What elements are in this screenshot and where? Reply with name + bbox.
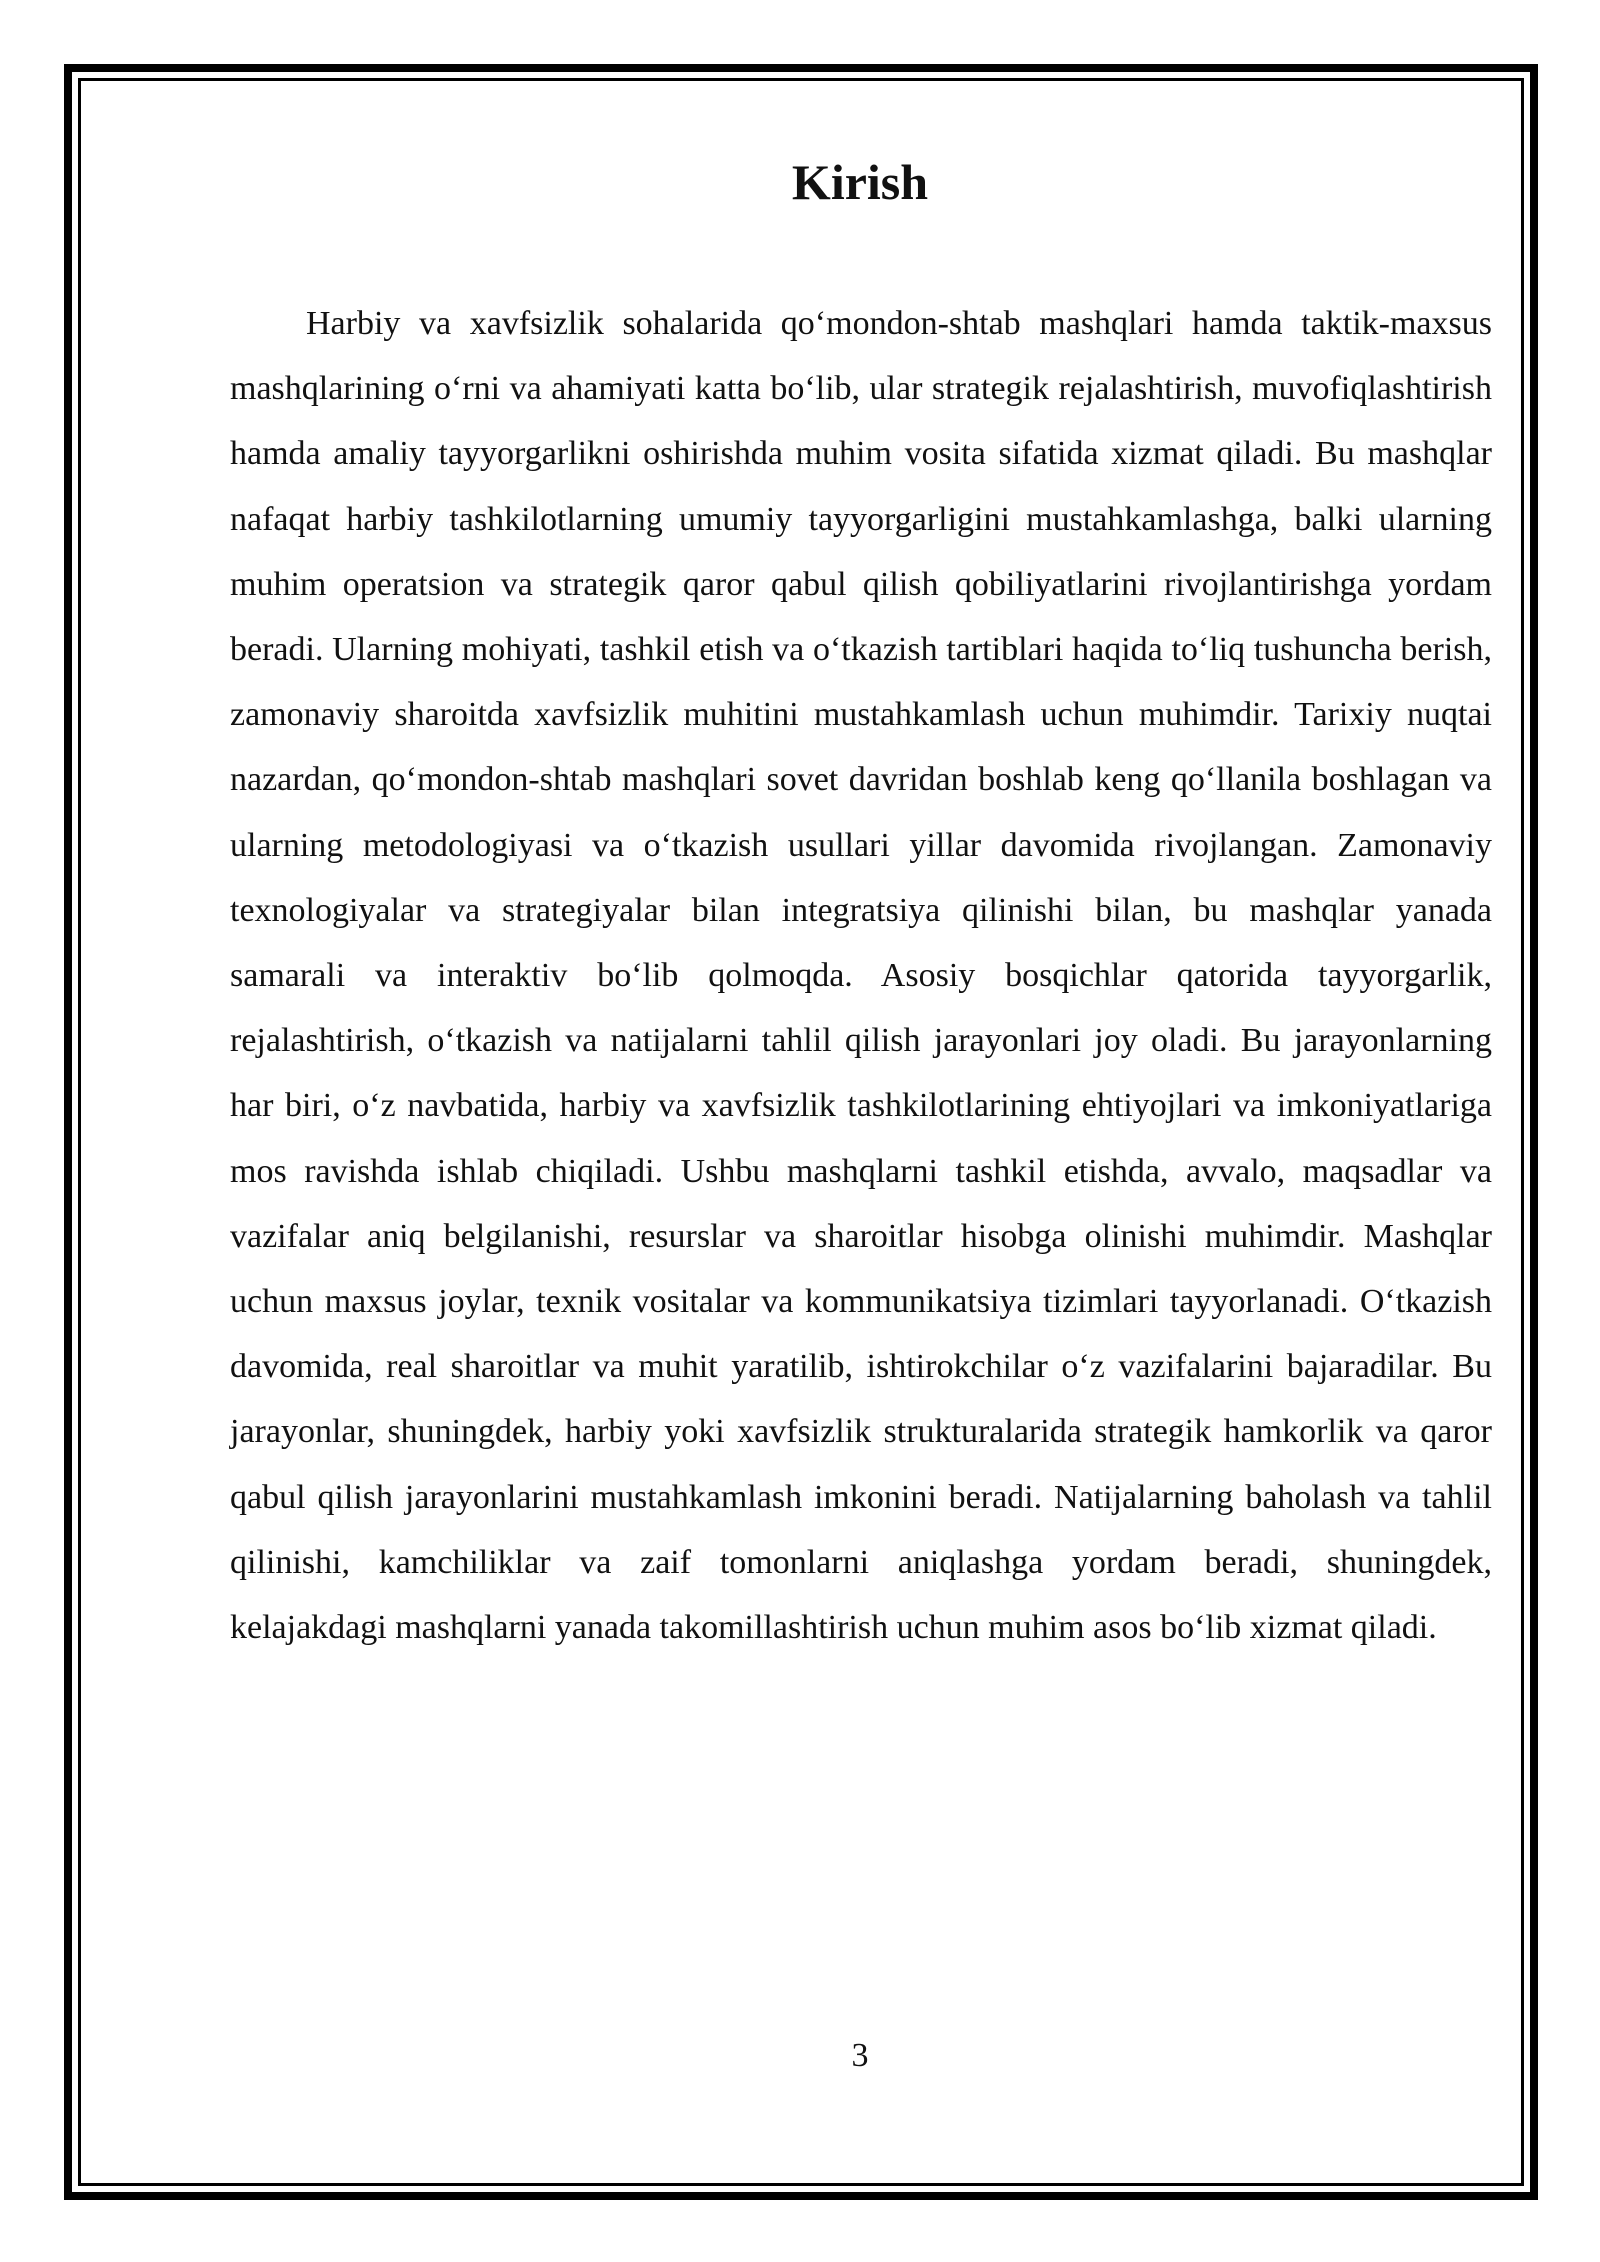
page-title: Kirish bbox=[791, 154, 929, 210]
page-number: 3 bbox=[851, 2037, 869, 2074]
body-paragraph: Harbiy va xavfsizlik sohalarida qo‘mondon-shtab mashqlari hamda taktik-maxsus mashqlarining o‘rni va ahamiyati katta bo‘lib, ular strategik rejalashtirish, muvofiqlashtirish hamda amaliy tayyorgarlikni oshirishda muhim vosita sifatida xizmat qiladi. Bu mashqlar nafaqat harbiy tashkilotlarning umumiy tayyorgarligini mustahkamlashga, balki ularning muhim operatsion va strategik qaror qabul qilish qobiliyatlarini rivojlantirishga yordam beradi. Ularning mohiyati, tashkil etish va o‘tkazish tartiblari haqida to‘liq tushuncha berish, zamonaviy sharoitda xavfsizlik muhitini mustahkamlash uchun muhimdir. Tarixiy nuqtai nazardan, qo‘mondon-shtab mashqlari sovet davridan boshlab keng qo‘llanila boshlagan va ularning metodologiyasi va o‘tkazish usullari yillar davomida rivojlangan. Zamonaviy texnologiyalar va strategiyalar bilan integratsiya qilinishi bilan, bu mashqlar yanada samarali va interaktiv bo‘lib qolmoqda. Asosiy bosqichlar qatorida tayyorgarlik, rejalashtirish, o‘tkazish va natijalarni tahlil qilish jarayonlari joy oladi. Bu jarayonlarning har biri, o‘z navbatida, harbiy va xavfsizlik tashkilotlarining ehtiyojlari va imkoniyatlariga mos ravishda ishlab chiqiladi. Ushbu mashqlarni tashkil etishda, avvalo, maqsadlar va vazifalar aniq belgilanishi, resurslar va sharoitlar hisobga olinishi muhimdir. Mashqlar uchun maxsus joylar, texnik vositalar va kommunikatsiya tizimlari tayyorlanadi. O‘tkazish davomida, real sharoitlar va muhit yaratilib, ishtirokchilar o‘z vazifalarini bajaradilar. Bu jarayonlar, shuningdek, harbiy yoki xavfsizlik strukturalarida strategik hamkorlik va qaror qabul qilish jarayonlarini mustahkamlash imkonini beradi. Natijalarning baholash va tahlil qilinishi, kamchiliklar va zaif tomonlarni aniqlashga yordam beradi, shuningdek, kelajakdagi mashqlarni yanada takomillashtirish uchun muhim asos bo‘lib xizmat qiladi. bbox=[230, 305, 1492, 1647]
